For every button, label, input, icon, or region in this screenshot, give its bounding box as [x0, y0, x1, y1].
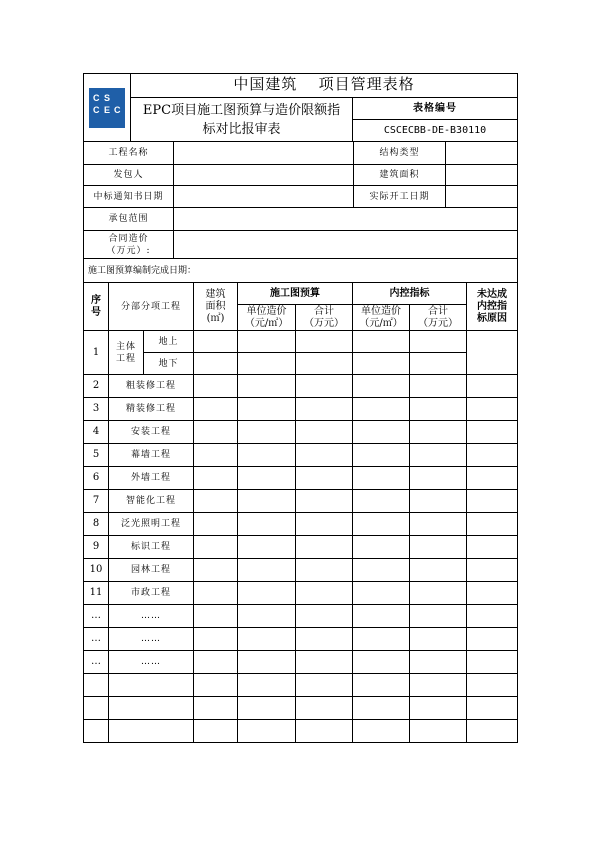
limit-unit-price-header — [353, 305, 410, 331]
cell[interactable] — [410, 398, 467, 421]
row-name: 智能化工程 — [109, 490, 194, 513]
row-name: …… — [109, 651, 194, 674]
cell[interactable] — [194, 398, 238, 421]
cell[interactable] — [296, 490, 353, 513]
row-no: 6 — [84, 467, 109, 490]
form-sheet — [83, 73, 517, 743]
limit-total-unit: （万元） — [418, 317, 459, 329]
table-row — [84, 375, 518, 398]
cell[interactable] — [353, 490, 410, 513]
main-item-label-1: 主体 — [115, 341, 136, 352]
cell[interactable] — [296, 559, 353, 582]
row-no: 9 — [84, 536, 109, 559]
cell[interactable] — [296, 398, 353, 421]
cell[interactable] — [410, 651, 467, 674]
cell[interactable] — [410, 513, 467, 536]
cell[interactable] — [353, 605, 410, 628]
cell[interactable] — [467, 398, 518, 421]
cell[interactable] — [238, 375, 296, 398]
area-header-1: 建筑 — [205, 288, 226, 300]
info-table — [83, 141, 518, 283]
cell[interactable] — [467, 513, 518, 536]
cell[interactable] — [410, 331, 467, 353]
cell[interactable] — [410, 674, 467, 697]
cell[interactable] — [410, 605, 467, 628]
cell[interactable] — [467, 628, 518, 651]
cell[interactable] — [296, 513, 353, 536]
reason-header — [467, 283, 518, 331]
row-no: 7 — [84, 490, 109, 513]
table-row — [84, 582, 518, 605]
budget-total-header — [296, 305, 353, 331]
main-item-below: 地下 — [144, 353, 194, 375]
cell[interactable] — [194, 559, 238, 582]
cell[interactable] — [238, 444, 296, 467]
budget-total-text: 合计 — [314, 305, 335, 317]
limit-unit-price-text: 单位造价 — [361, 305, 402, 317]
cell[interactable] — [194, 513, 238, 536]
scope-value[interactable] — [174, 208, 518, 231]
form-number: CSCECBB-DE-B30110 — [353, 120, 518, 142]
budget-date-note: 施工图预算编制完成日期： — [84, 259, 518, 283]
cell[interactable] — [194, 467, 238, 490]
budget-total-unit: （万元） — [304, 317, 345, 329]
limit-total-text: 合计 — [428, 305, 449, 317]
cell[interactable] — [194, 582, 238, 605]
table-row — [84, 559, 518, 582]
cell[interactable] — [467, 444, 518, 467]
table-row — [84, 720, 518, 743]
table-row — [84, 605, 518, 628]
table-row — [84, 467, 518, 490]
employer-value[interactable] — [174, 165, 354, 186]
row-no: 2 — [84, 375, 109, 398]
table-row — [84, 628, 518, 651]
cell[interactable] — [353, 467, 410, 490]
cell[interactable] — [353, 720, 410, 743]
scope-label: 承包范围 — [84, 208, 174, 231]
cell[interactable] — [194, 490, 238, 513]
row-no: 3 — [84, 398, 109, 421]
table-row — [84, 674, 518, 697]
budget-header: 施工图预算 — [238, 283, 353, 305]
row-no — [84, 720, 109, 743]
cell[interactable] — [296, 536, 353, 559]
cell[interactable] — [238, 398, 296, 421]
cell[interactable] — [296, 353, 353, 375]
cell[interactable] — [353, 513, 410, 536]
main-item-no: 1 — [84, 331, 109, 375]
comparison-table — [83, 282, 518, 743]
cell[interactable] — [467, 674, 518, 697]
award-date-label: 中标通知书日期 — [84, 186, 174, 208]
cell[interactable] — [194, 720, 238, 743]
area-header-2: 面积 — [205, 300, 226, 312]
budget-unit-price-header — [238, 305, 296, 331]
cell[interactable] — [353, 421, 410, 444]
cell[interactable] — [410, 353, 467, 375]
cell[interactable] — [194, 697, 238, 720]
cell[interactable] — [353, 375, 410, 398]
cscec-logo: C S C E C — [89, 88, 125, 128]
cell[interactable] — [238, 331, 296, 353]
row-no: 5 — [84, 444, 109, 467]
row-name: …… — [109, 628, 194, 651]
cell[interactable] — [238, 582, 296, 605]
main-item-above: 地上 — [144, 331, 194, 353]
table-row — [84, 697, 518, 720]
row-name — [109, 697, 194, 720]
project-name-label: 工程名称 — [84, 142, 174, 165]
row-no: 10 — [84, 559, 109, 582]
seq-header — [84, 283, 109, 331]
cell[interactable] — [238, 490, 296, 513]
row-name: 外墙工程 — [109, 467, 194, 490]
budget-unit-price-text: 单位造价 — [246, 305, 287, 317]
cell[interactable] — [353, 674, 410, 697]
cell[interactable] — [410, 582, 467, 605]
cell[interactable] — [467, 536, 518, 559]
cell[interactable] — [353, 331, 410, 353]
limit-unit-price-unit: （元/㎡） — [359, 317, 403, 329]
start-date-value[interactable] — [446, 186, 518, 208]
cell[interactable] — [194, 536, 238, 559]
cell[interactable] — [296, 331, 353, 353]
cell[interactable] — [410, 490, 467, 513]
cell[interactable] — [410, 720, 467, 743]
row-name: …… — [109, 605, 194, 628]
project-name-value[interactable] — [174, 142, 354, 165]
cell[interactable] — [353, 559, 410, 582]
cell[interactable] — [410, 467, 467, 490]
cell[interactable] — [238, 353, 296, 375]
cell[interactable] — [238, 674, 296, 697]
limit-header: 内控指标 — [353, 283, 467, 305]
row-name — [109, 720, 194, 743]
cell[interactable] — [238, 697, 296, 720]
cell[interactable] — [353, 628, 410, 651]
cell[interactable] — [467, 490, 518, 513]
row-name: 市政工程 — [109, 582, 194, 605]
main-item-label-2: 工程 — [115, 353, 136, 364]
row-no: … — [84, 651, 109, 674]
cell[interactable] — [296, 628, 353, 651]
area-header — [194, 283, 238, 331]
cell[interactable] — [467, 720, 518, 743]
row-name: 粗装修工程 — [109, 375, 194, 398]
row-no: 8 — [84, 513, 109, 536]
cell[interactable] — [296, 467, 353, 490]
table-row — [84, 444, 518, 467]
cell[interactable] — [353, 697, 410, 720]
cell[interactable] — [296, 375, 353, 398]
cell[interactable] — [194, 628, 238, 651]
cell[interactable] — [467, 605, 518, 628]
cell[interactable] — [296, 651, 353, 674]
cell[interactable] — [238, 559, 296, 582]
reason-header-2: 内控指 — [477, 300, 508, 312]
item-header: 分部分项工程 — [109, 283, 194, 331]
doc-title-line1: EPC项目施工图预算与造价限额指 — [142, 102, 341, 118]
row-no — [84, 697, 109, 720]
building-area-value[interactable] — [446, 165, 518, 186]
reason-header-1: 未达成 — [477, 288, 508, 300]
cell[interactable] — [410, 375, 467, 398]
cell[interactable] — [238, 605, 296, 628]
row-no: … — [84, 628, 109, 651]
row-no — [84, 674, 109, 697]
cell[interactable] — [353, 536, 410, 559]
building-area-label: 建筑面积 — [354, 165, 446, 186]
cell[interactable] — [296, 582, 353, 605]
cell[interactable] — [467, 467, 518, 490]
logo-cell — [84, 74, 131, 142]
main-item-label — [109, 331, 144, 375]
cell[interactable] — [467, 421, 518, 444]
cell[interactable] — [467, 375, 518, 398]
cell[interactable] — [410, 444, 467, 467]
limit-total-header — [410, 305, 467, 331]
reason-header-3: 标原因 — [477, 312, 508, 324]
contract-price-value[interactable] — [174, 231, 518, 259]
cell[interactable] — [296, 444, 353, 467]
cell[interactable] — [467, 331, 518, 375]
budget-unit-price-unit: （元/㎡） — [244, 317, 289, 329]
cell[interactable] — [238, 651, 296, 674]
row-no: … — [84, 605, 109, 628]
cell[interactable] — [238, 628, 296, 651]
cell[interactable] — [353, 398, 410, 421]
cell[interactable] — [238, 536, 296, 559]
row-name: 精装修工程 — [109, 398, 194, 421]
cell[interactable] — [353, 444, 410, 467]
title-cell — [131, 74, 518, 98]
row-name: 园林工程 — [109, 559, 194, 582]
cell[interactable] — [353, 651, 410, 674]
cell[interactable] — [296, 720, 353, 743]
cell[interactable] — [410, 628, 467, 651]
row-name: 安装工程 — [109, 421, 194, 444]
row-name: 幕墙工程 — [109, 444, 194, 467]
cell[interactable] — [296, 674, 353, 697]
cell[interactable] — [194, 353, 238, 375]
structure-type-label: 结构类型 — [354, 142, 446, 165]
row-name — [109, 674, 194, 697]
cell[interactable] — [194, 375, 238, 398]
doc-title-line2: 标对比报审表 — [202, 121, 281, 137]
contract-price-label — [84, 231, 174, 259]
cell[interactable] — [410, 697, 467, 720]
cell[interactable] — [194, 605, 238, 628]
cell[interactable] — [238, 467, 296, 490]
cell[interactable] — [194, 421, 238, 444]
cell[interactable] — [410, 559, 467, 582]
row-no: 4 — [84, 421, 109, 444]
form-title: 项目管理表格 — [318, 75, 415, 93]
start-date-label: 实际开工日期 — [354, 186, 446, 208]
cell[interactable] — [194, 444, 238, 467]
cell[interactable] — [238, 421, 296, 444]
cell[interactable] — [238, 720, 296, 743]
table-row — [84, 651, 518, 674]
row-name: 标识工程 — [109, 536, 194, 559]
cell[interactable] — [467, 582, 518, 605]
cell[interactable] — [296, 697, 353, 720]
employer-label: 发包人 — [84, 165, 174, 186]
cell[interactable] — [467, 697, 518, 720]
row-name: 泛光照明工程 — [109, 513, 194, 536]
cell[interactable] — [467, 651, 518, 674]
cell[interactable] — [238, 513, 296, 536]
table-row — [84, 421, 518, 444]
cell[interactable] — [353, 582, 410, 605]
form-number-label: 表格编号 — [353, 98, 518, 120]
cell[interactable] — [194, 331, 238, 353]
contract-price-line2: （万元）: — [106, 245, 151, 256]
cell[interactable] — [296, 421, 353, 444]
table-row — [84, 536, 518, 559]
area-header-3: (㎡) — [206, 312, 225, 324]
cell[interactable] — [410, 421, 467, 444]
header-table — [83, 73, 518, 142]
structure-type-value[interactable] — [446, 142, 518, 165]
table-row — [84, 513, 518, 536]
cell[interactable] — [194, 651, 238, 674]
table-row — [84, 490, 518, 513]
cell[interactable] — [296, 605, 353, 628]
cell[interactable] — [410, 536, 467, 559]
seq-header-text: 序号 — [91, 294, 101, 318]
award-date-value[interactable] — [174, 186, 354, 208]
doc-title-cell — [131, 98, 353, 142]
row-no: 11 — [84, 582, 109, 605]
item-rows — [84, 375, 518, 743]
cell[interactable] — [194, 674, 238, 697]
cell[interactable] — [353, 353, 410, 375]
cell[interactable] — [467, 559, 518, 582]
contract-price-line1: 合同造价 — [108, 233, 149, 244]
table-row — [84, 398, 518, 421]
org-title: 中国建筑 — [233, 75, 298, 93]
